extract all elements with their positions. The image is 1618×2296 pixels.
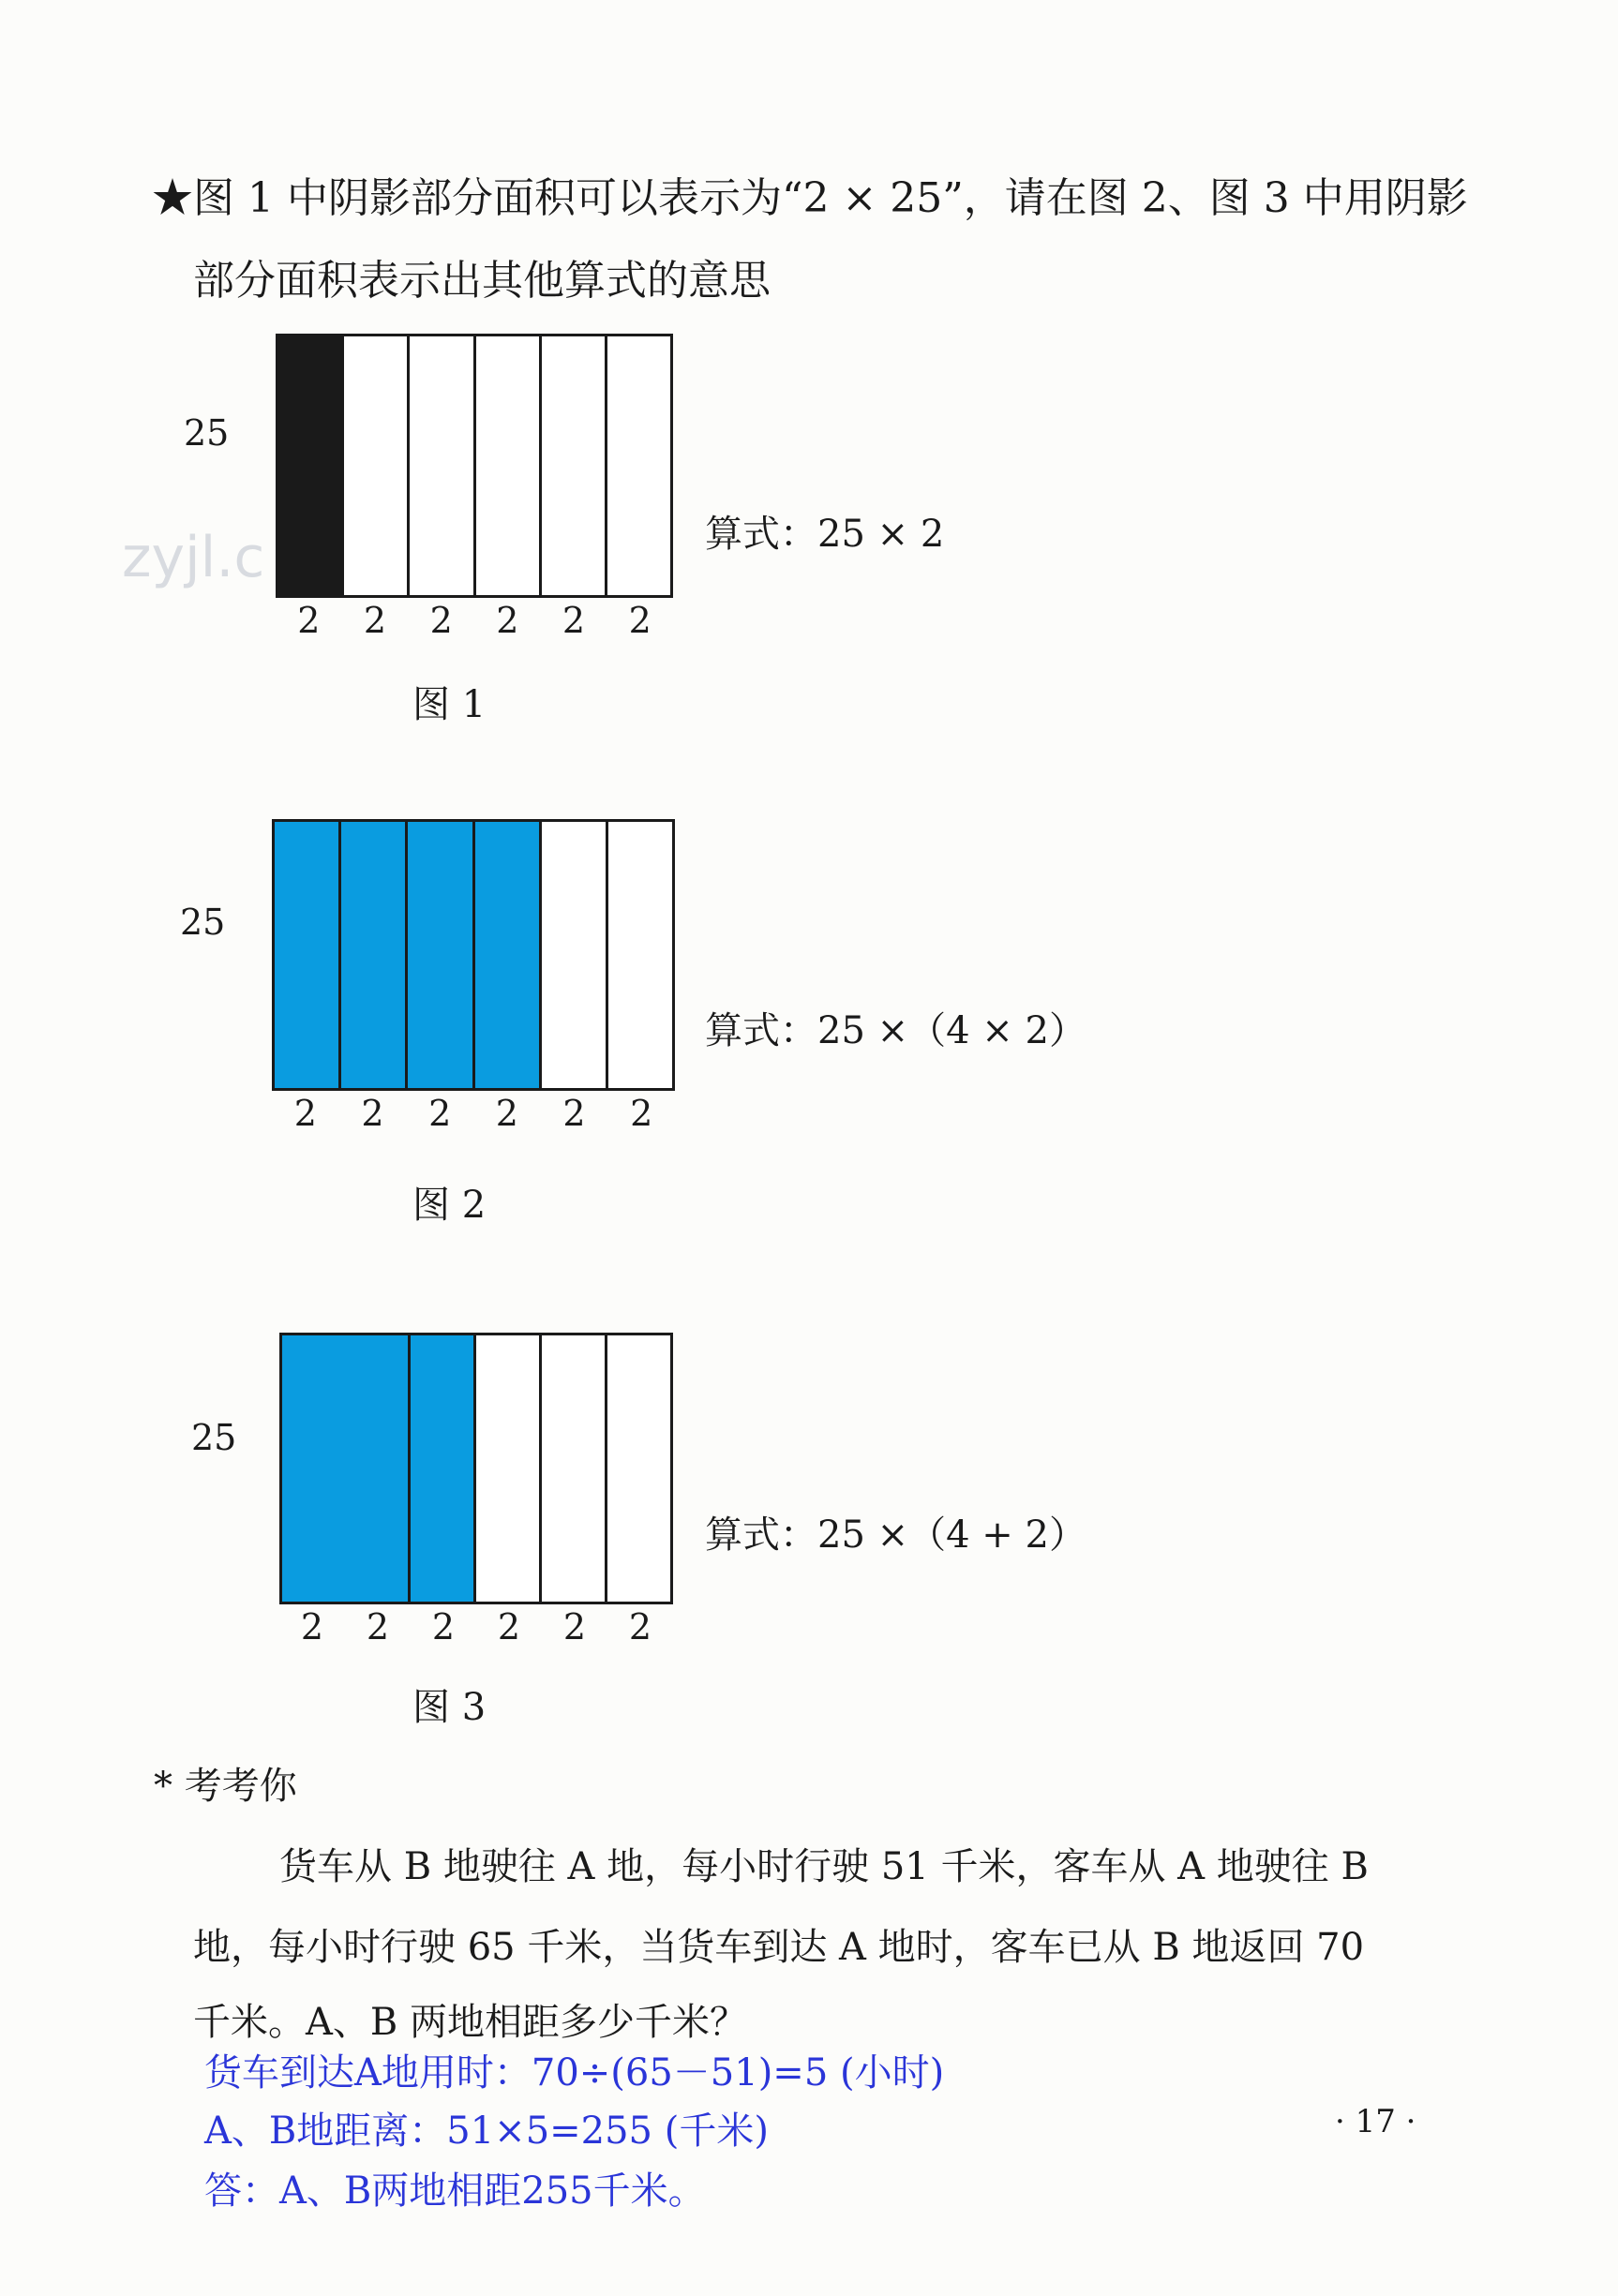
fig3-bottom-label: 2 xyxy=(562,1606,587,1647)
answer-line-1: 货车到达A地用时：70÷(65－51)=5 (小时) xyxy=(204,2051,945,2095)
fig2-cell-3 xyxy=(408,822,474,1088)
exercise-line-1: 货车从 B 地驶往 A 地，每小时行驶 51 千米，客车从 A 地驶往 B xyxy=(279,1845,1369,1888)
fig2-cell-6 xyxy=(608,822,672,1088)
fig1-bottom-label: 2 xyxy=(496,600,519,641)
star-icon: ★ xyxy=(152,174,193,222)
fig3-caption: 图 3 xyxy=(412,1686,487,1729)
fig3-cell-2 xyxy=(345,1335,411,1602)
fig1-caption: 图 1 xyxy=(412,683,487,726)
fig2-bottom-label: 2 xyxy=(361,1093,384,1134)
exercise-heading: * 考考你 xyxy=(154,1765,297,1808)
fig1-cell-5 xyxy=(542,336,607,595)
fig3-cell-6 xyxy=(607,1335,670,1602)
fig2-formula: 算式：25 ×（4 × 2） xyxy=(705,1009,1086,1052)
fig2-bottom-label: 2 xyxy=(562,1093,586,1134)
fig2-cell-1 xyxy=(275,822,341,1088)
fig3-cell-5 xyxy=(542,1335,607,1602)
fig1-cell-3 xyxy=(410,336,475,595)
fig3-bottom-label: 2 xyxy=(431,1606,456,1647)
fig1-grid xyxy=(276,334,673,598)
exercise-line-2: 地，每小时行驶 65 千米，当货车到达 A 地时，客车已从 B 地返回 70 xyxy=(193,1926,1365,1969)
fig1-bottom-label: 2 xyxy=(628,600,652,641)
fig3-grid xyxy=(279,1333,673,1604)
fig3-bottom-labels xyxy=(279,1606,673,1647)
fig1-side-label: 25 xyxy=(184,412,230,454)
fig1-cell-4 xyxy=(476,336,542,595)
fig3-bottom-label: 2 xyxy=(628,1606,652,1647)
fig3-side-label: 25 xyxy=(191,1417,237,1458)
fig3-bottom-label: 2 xyxy=(300,1606,324,1647)
fig2-bottom-label: 2 xyxy=(428,1093,452,1134)
fig2-caption: 图 2 xyxy=(412,1184,487,1227)
fig2-grid xyxy=(272,819,675,1091)
answer-line-2: A、B地距离：51×5=255 (千米) xyxy=(204,2110,769,2153)
fig2-bottom-label: 2 xyxy=(495,1093,518,1134)
fig2-cell-5 xyxy=(542,822,608,1088)
fig2-cell-4 xyxy=(475,822,542,1088)
fig1-cell-1 xyxy=(278,336,344,595)
answer-line-3: 答：A、B两地相距255千米。 xyxy=(204,2169,706,2213)
fig2-bottom-label: 2 xyxy=(630,1093,653,1134)
fig3-bottom-label: 2 xyxy=(366,1606,390,1647)
fig2-bottom-labels xyxy=(272,1093,675,1134)
fig1-bottom-label: 2 xyxy=(429,600,453,641)
fig2-cell-2 xyxy=(341,822,408,1088)
fig3-formula: 算式：25 ×（4 + 2） xyxy=(705,1513,1086,1557)
fig1-formula: 算式：25 × 2 xyxy=(705,513,945,556)
question-line-2: 部分面积表示出其他算式的意思 xyxy=(193,257,771,305)
fig2-side-label: 25 xyxy=(180,902,226,943)
fig1-bottom-labels xyxy=(276,600,673,641)
fig1-cell-2 xyxy=(344,336,410,595)
question-line-1: ★图 1 中阴影部分面积可以表示为“2 × 25”，请在图 2、图 3 中用阴影 xyxy=(152,174,1468,222)
fig2-bottom-label: 2 xyxy=(293,1093,317,1134)
page-number: · 17 · xyxy=(1335,2103,1416,2140)
fig3-cell-1 xyxy=(282,1335,345,1602)
fig1-bottom-label: 2 xyxy=(363,600,387,641)
fig1-bottom-label: 2 xyxy=(297,600,321,641)
fig3-cell-4 xyxy=(476,1335,542,1602)
exercise-line-3: 千米。A、B 两地相距多少千米？ xyxy=(193,2001,747,2044)
fig3-bottom-label: 2 xyxy=(497,1606,521,1647)
fig1-cell-6 xyxy=(607,336,670,595)
fig1-bottom-label: 2 xyxy=(562,600,586,641)
watermark: zyjl.c xyxy=(122,525,265,590)
fig3-cell-3 xyxy=(411,1335,476,1602)
